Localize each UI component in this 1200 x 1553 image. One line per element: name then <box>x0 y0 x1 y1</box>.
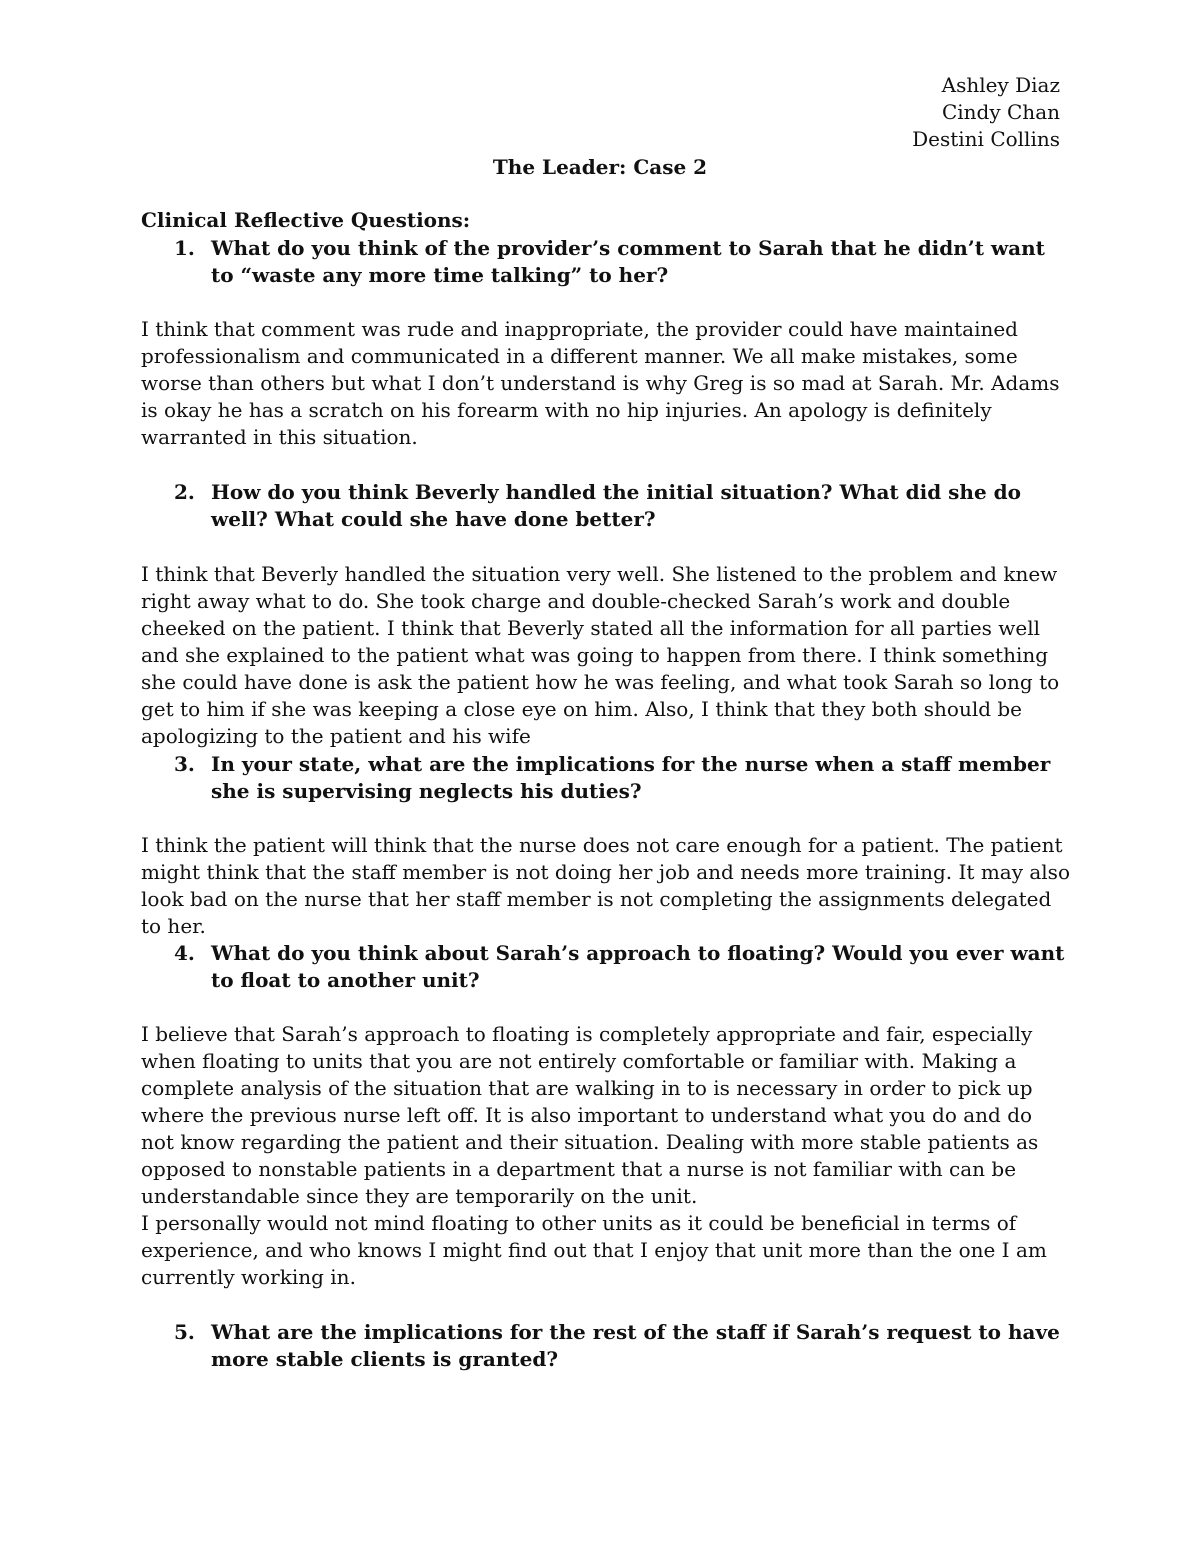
answer-2 <box>141 561 1071 750</box>
answer-paragraph: I personally would not mind floating to other units as it could be beneficial in terms of experience, and who knows I might find out that I enjoy that unit more than the one I am currently working in. <box>141 1211 1047 1289</box>
question-2 <box>174 479 1074 533</box>
question-3 <box>174 751 1074 805</box>
author-list <box>912 72 1060 153</box>
question-text: What do you think about Sarah’s approach to floating? Would you ever want to float to another unit? <box>211 941 1065 992</box>
answer-3 <box>141 832 1071 940</box>
question-text: In your state, what are the implications for the nurse when a staff member she is supervising neglects his duties? <box>211 752 1051 803</box>
question-text: How do you think Beverly handled the initial situation? What did she do well? What could she have done better? <box>211 480 1021 531</box>
question-text: What are the implications for the rest of the staff if Sarah’s request to have more stable clients is granted? <box>211 1320 1060 1371</box>
question-text: What do you think of the provider’s comment to Sarah that he didn’t want to “waste any more time talking” to her? <box>211 236 1045 287</box>
author-name: Destini Collins <box>912 127 1060 151</box>
answer-paragraph: I believe that Sarah’s approach to floating is completely appropriate and fair, especially when floating to units that you are not entirely comfortable or familiar with. Making a complete analysis of the situation that are walking in to is necessary in order to pick up where the previous nurse left off. It is also important to understand what you do and do not know regarding the patient and their situation. Dealing with more stable patients as opposed to nonstable patients in a department that a nurse is not familiar with can be understandable since they are temporarily on the unit. <box>141 1022 1039 1208</box>
question-number: 5. <box>174 1320 195 1344</box>
question-number: 1. <box>174 236 195 260</box>
document-title: The Leader: Case 2 <box>492 155 708 179</box>
answer-paragraph: I think that comment was rude and inappropriate, the provider could have maintained professionalism and communicated in a different manner. We all make mistakes, some worse than others but what I don’t understand is why Greg is so mad at Sarah. Mr. Adams is okay he has a scratch on his forearm with no hip injuries. An apology is definitely warranted in this situation. <box>141 317 1060 449</box>
section-heading: Clinical Reflective Questions: <box>141 208 471 232</box>
answer-1 <box>141 316 1071 451</box>
question-1 <box>174 235 1074 289</box>
question-number: 3. <box>174 752 195 776</box>
author-name: Ashley Diaz <box>941 73 1060 97</box>
question-number: 4. <box>174 941 195 965</box>
question-4 <box>174 940 1074 994</box>
answer-paragraph: I think that Beverly handled the situation very well. She listened to the problem and knew right away what to do. She took charge and double-checked Sarah’s work and double cheeked on the patient. I think that Beverly stated all the information for all parties well and she explained to the patient what was going to happen from there. I think something she could have done is ask the patient how he was feeling, and what took Sarah so long to get to him if she was keeping a close eye on him. Also, I think that they both should be apologizing to the patient and his wife <box>141 562 1060 748</box>
question-number: 2. <box>174 480 195 504</box>
author-name: Cindy Chan <box>941 100 1060 124</box>
answer-paragraph: I think the patient will think that the nurse does not care enough for a patient. The patient might think that the staff member is not doing her job and needs more training. It may also look bad on the nurse that her staff member is not completing the assignments delegated to her. <box>141 833 1070 938</box>
question-5 <box>174 1319 1074 1373</box>
answer-4 <box>141 1021 1071 1291</box>
